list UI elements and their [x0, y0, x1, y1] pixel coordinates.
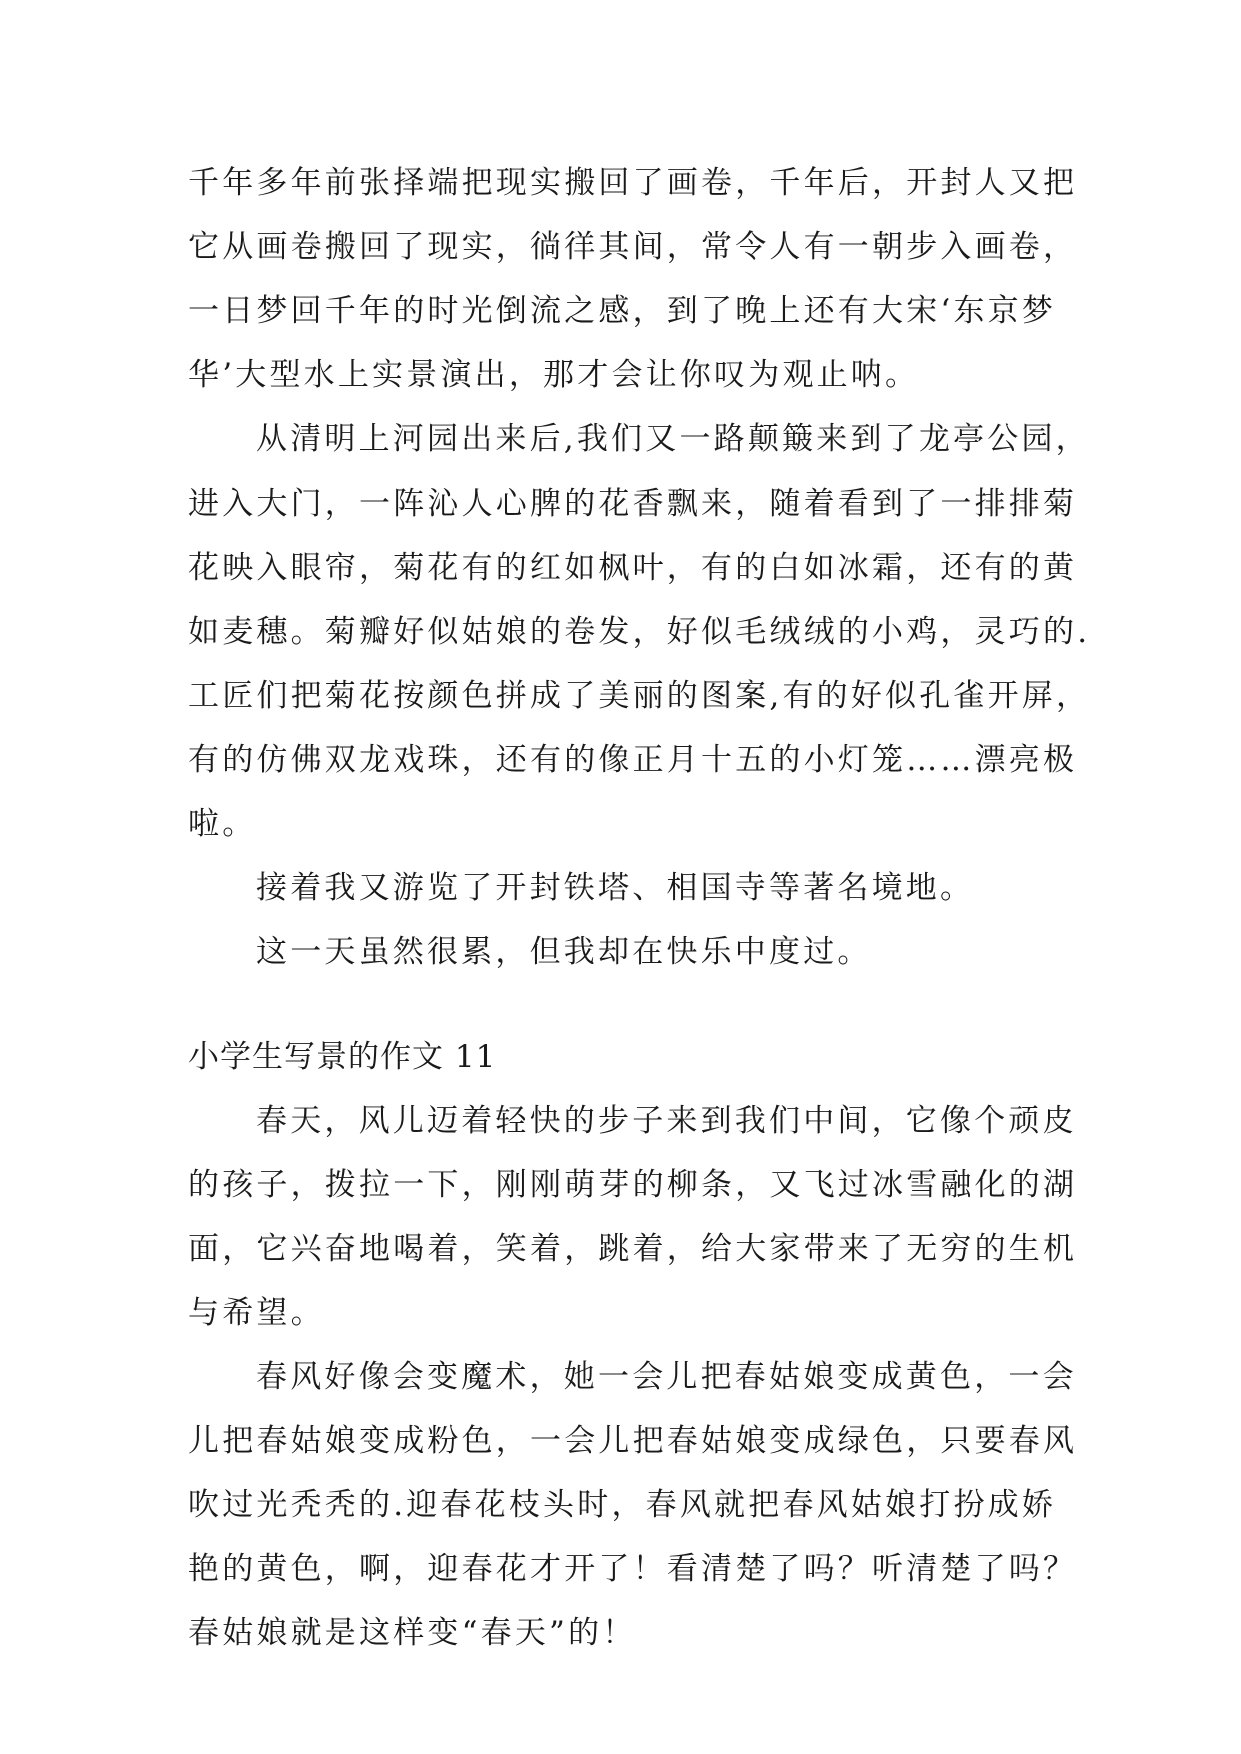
text-line: 进入大门，一阵沁人心脾的花香飘来，随着看到了一排排菊 — [188, 486, 1078, 522]
text-line: 与希望。 — [188, 1295, 325, 1331]
text-line: 这一天虽然很累，但我却在快乐中度过。 — [256, 934, 872, 970]
text-line: 啦。 — [188, 806, 257, 842]
text-line: 从清明上河园出来后,我们又一路颠簸来到了龙亭公园， — [256, 421, 1090, 457]
text-line: 它从画卷搬回了现实，徜徉其间，常令人有一朝步入画卷， — [188, 229, 1078, 265]
text-line: 春风好像会变魔术，她一会儿把春姑娘变成黄色，一会 — [256, 1359, 1077, 1395]
text-line: 吹过光秃秃的.迎春花枝头时，春风就把春风姑娘打扮成娇 — [188, 1487, 1057, 1523]
text-line: 艳的黄色，啊，迎春花才开了！看清楚了吗？听清楚了吗？ — [188, 1551, 1078, 1587]
text-line: 接着我又游览了开封铁塔、相国寺等著名境地。 — [256, 870, 975, 906]
text-line: 华’大型水上实景演出，那才会让你叹为观止呐。 — [188, 357, 920, 393]
text-line: 有的仿佛双龙戏珠，还有的像正月十五的小灯笼……漂亮极 — [188, 742, 1078, 778]
text-line: 千年多年前张择端把现实搬回了画卷，千年后，开封人又把 — [188, 165, 1078, 201]
text-line: 的孩子，拨拉一下，刚刚萌芽的柳条，又飞过冰雪融化的湖 — [188, 1167, 1078, 1203]
section-title: 小学生写景的作文 11 — [188, 1039, 497, 1075]
text-line: 面，它兴奋地喝着，笑着，跳着，给大家带来了无穷的生机 — [188, 1231, 1078, 1267]
text-line: 花映入眼帘，菊花有的红如枫叶，有的白如冰霜，还有的黄 — [188, 550, 1078, 586]
text-line: 一日梦回千年的时光倒流之感，到了晚上还有大宋‘东京梦 — [188, 293, 1057, 329]
text-line: 春姑娘就是这样变“春天”的！ — [188, 1615, 637, 1651]
text-line: 儿把春姑娘变成粉色，一会儿把春姑娘变成绿色，只要春风 — [188, 1423, 1078, 1459]
text-line: 春天，风儿迈着轻快的步子来到我们中间，它像个顽皮 — [256, 1103, 1077, 1139]
text-line: 如麦穗。菊瓣好似姑娘的卷发，好似毛绒绒的小鸡，灵巧的. — [188, 614, 1091, 650]
text-line: 工匠们把菊花按颜色拼成了美丽的图案,有的好似孔雀开屏， — [188, 678, 1091, 714]
